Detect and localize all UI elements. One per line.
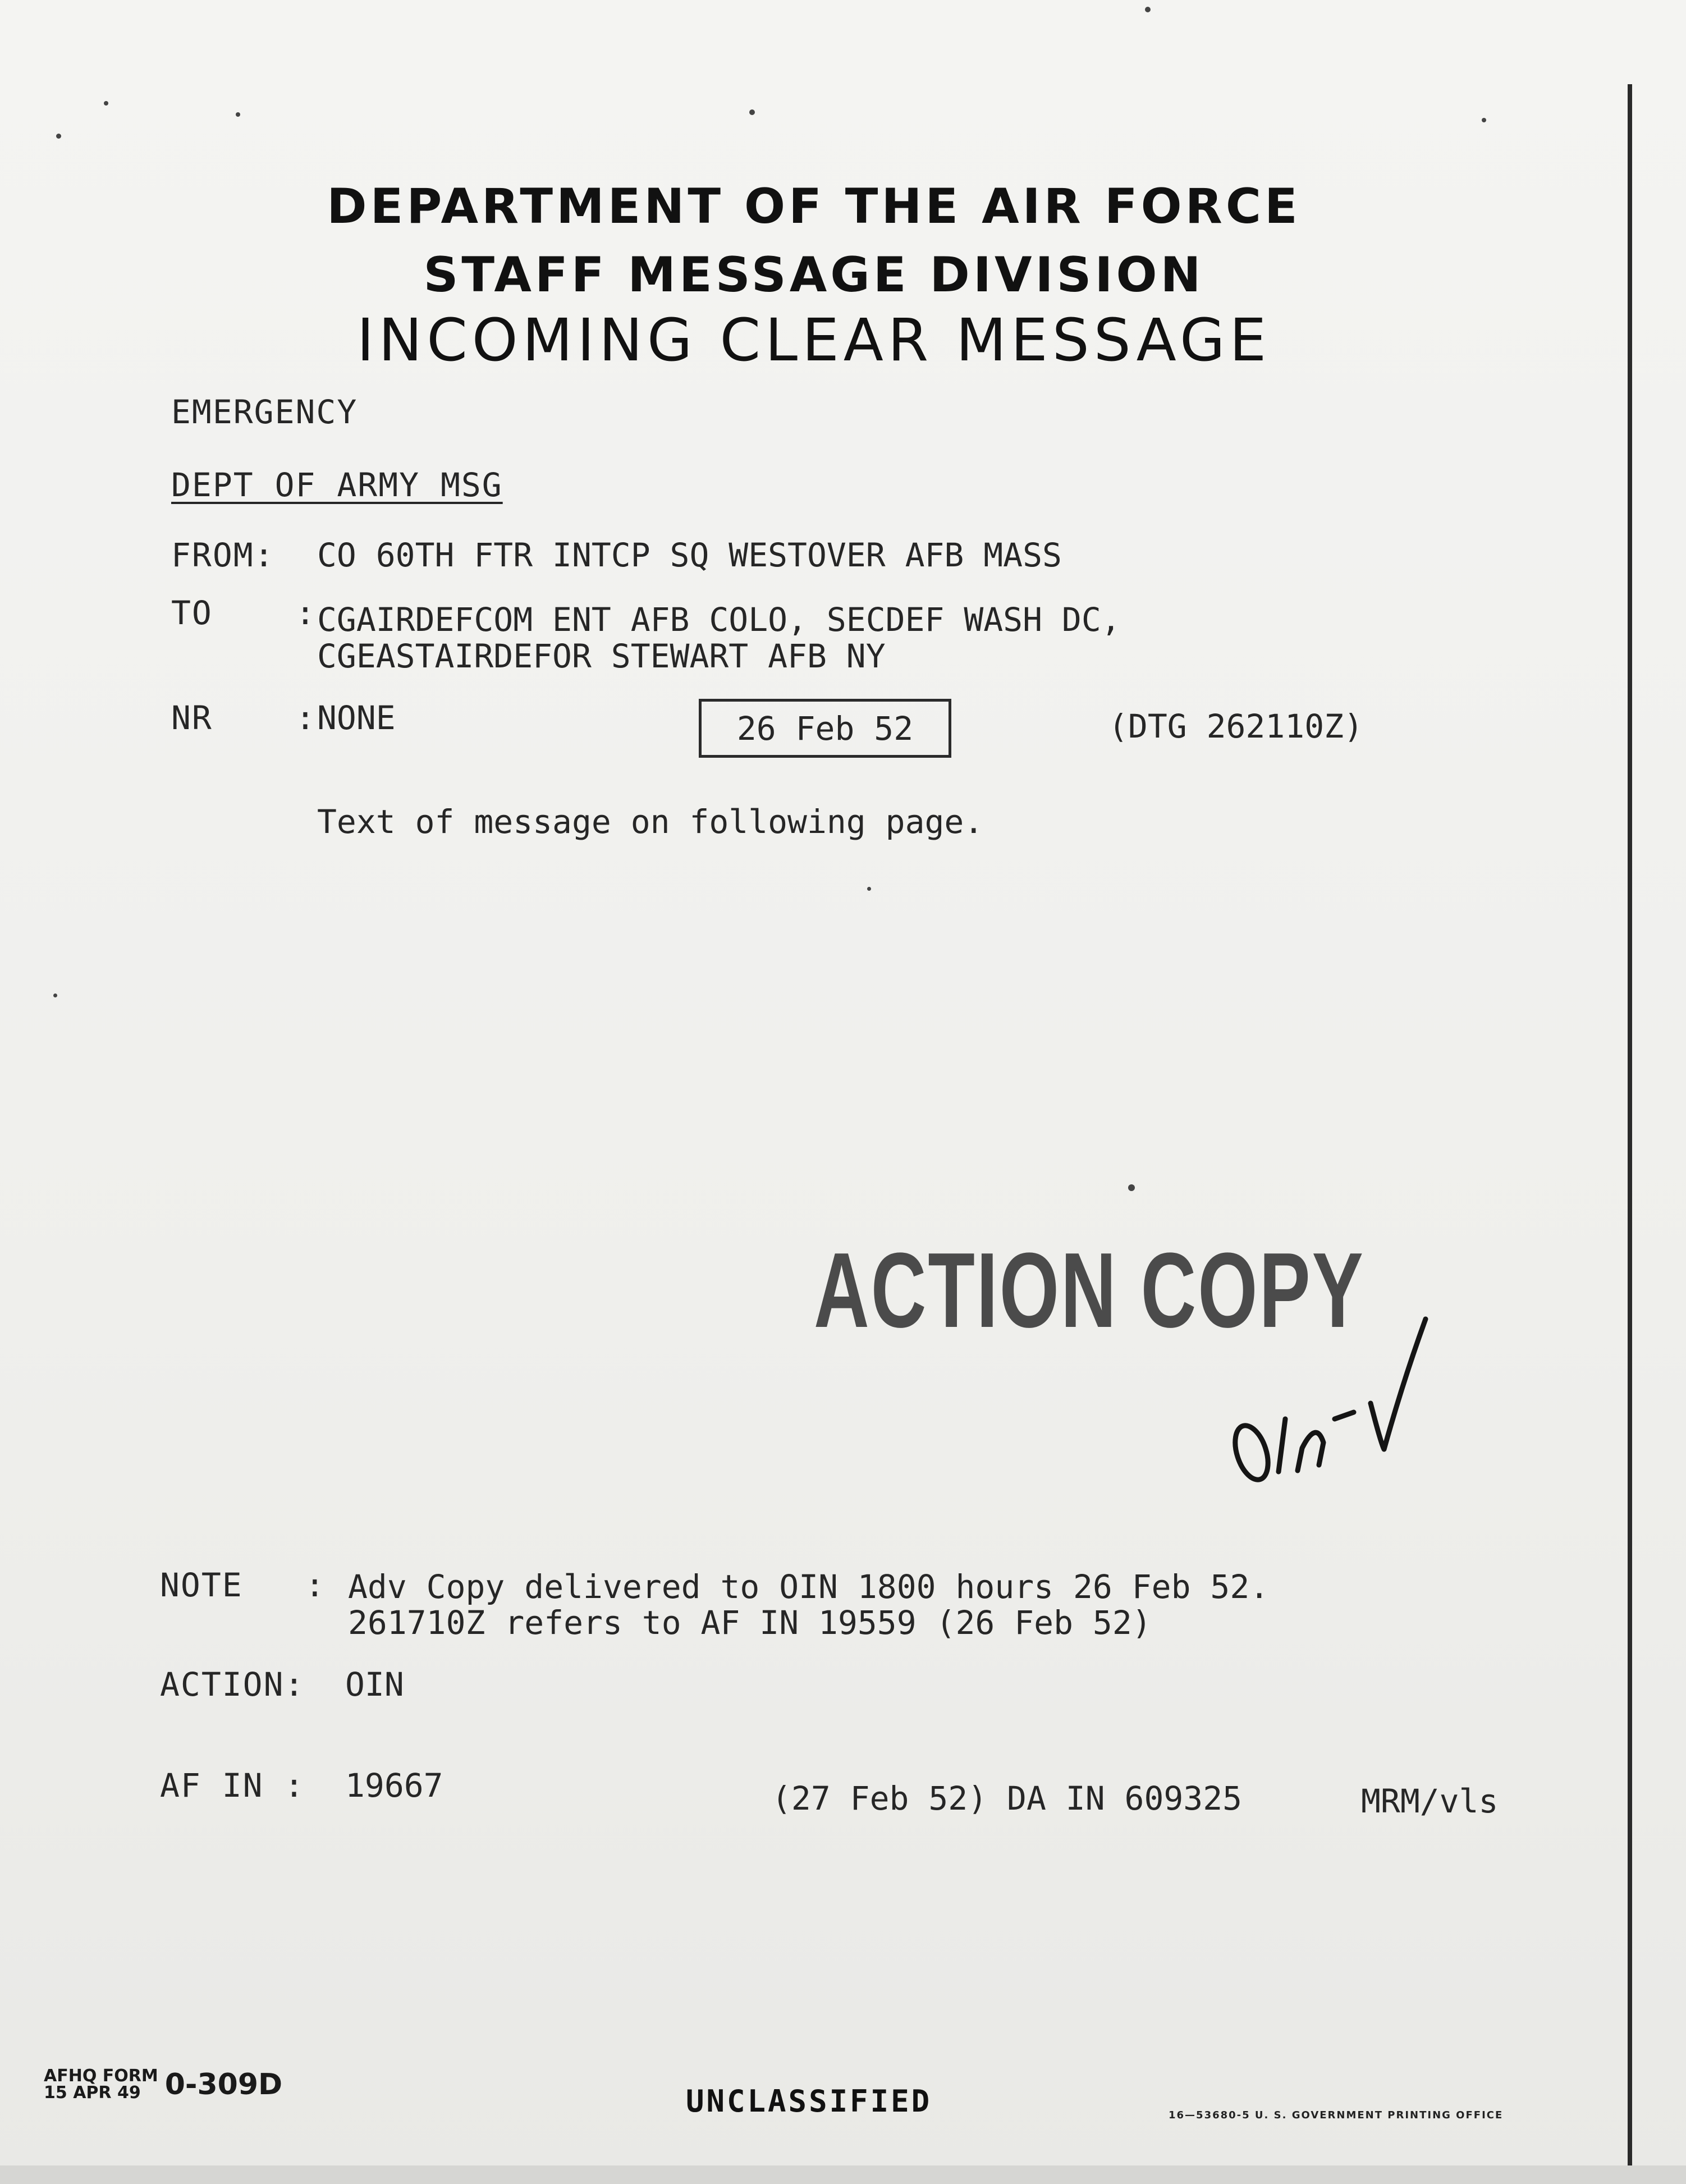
precedence: EMERGENCY [171, 393, 358, 431]
typist-initials: MRM/vls [1361, 1782, 1499, 1820]
page-edge-shadow [1628, 84, 1632, 2172]
handwritten-annotation [1224, 1302, 1437, 1510]
to-line-2: CGEASTAIRDEFOR STEWART AFB NY [317, 637, 886, 675]
form-label-block [44, 2068, 158, 2101]
scan-speck [867, 887, 871, 891]
af-in-date-reference: (27 Feb 52) DA IN 609325 [772, 1779, 1243, 1817]
scan-speck [104, 101, 108, 106]
from-label: FROM: [171, 536, 275, 574]
division-heading: STAFF MESSAGE DIVISION [423, 247, 1204, 303]
scan-speck [1128, 1184, 1135, 1191]
scan-speck [1482, 118, 1486, 122]
from-value: CO 60TH FTR INTCP SQ WESTOVER AFB MASS [317, 536, 1062, 574]
note-label: NOTE : [160, 1566, 326, 1604]
scan-speck [1145, 7, 1151, 12]
department-heading: DEPARTMENT OF THE AIR FORCE [327, 178, 1301, 235]
form-designation [44, 2068, 282, 2101]
page-bottom-margin [0, 2165, 1686, 2184]
af-in-label: AF IN : [160, 1766, 305, 1805]
af-in-value: 19667 [345, 1766, 443, 1805]
note-line-2: 261710Z refers to AF IN 19559 (26 Feb 52) [348, 1604, 1152, 1642]
scan-speck [53, 993, 57, 997]
form-number: 0-309D [164, 2068, 283, 2101]
to-line-1: CGAIRDEFCOM ENT AFB COLO, SECDEF WASH DC, [317, 601, 1121, 639]
body-text: Text of message on following page. [317, 803, 984, 841]
scan-speck [236, 112, 240, 117]
dtg-value: (DTG 262110Z) [1108, 707, 1363, 745]
action-value: OIN [345, 1665, 404, 1704]
printing-office-line: 16—53680-5 U. S. GOVERNMENT PRINTING OFFICE [1169, 2109, 1504, 2121]
action-copy-stamp: ACTION COPY [814, 1231, 1365, 1350]
nr-value: NONE [317, 699, 396, 737]
scan-speck [749, 109, 755, 115]
message-source: DEPT OF ARMY MSG [171, 466, 503, 504]
form-label-line-2: 15 APR 49 [44, 2083, 141, 2103]
scan-speck [56, 134, 61, 139]
to-label: TO : [171, 594, 317, 632]
form-label-line-1: AFHQ FORM [44, 2066, 158, 2086]
message-type-heading: INCOMING CLEAR MESSAGE [356, 306, 1271, 374]
action-label: ACTION: [160, 1665, 305, 1704]
date-stamp-box: 26 Feb 52 [699, 699, 951, 758]
nr-label: NR : [171, 699, 317, 737]
note-line-1: Adv Copy delivered to OIN 1800 hours 26 Feb 52. [348, 1568, 1270, 1606]
classification-marking: UNCLASSIFIED [686, 2084, 932, 2119]
